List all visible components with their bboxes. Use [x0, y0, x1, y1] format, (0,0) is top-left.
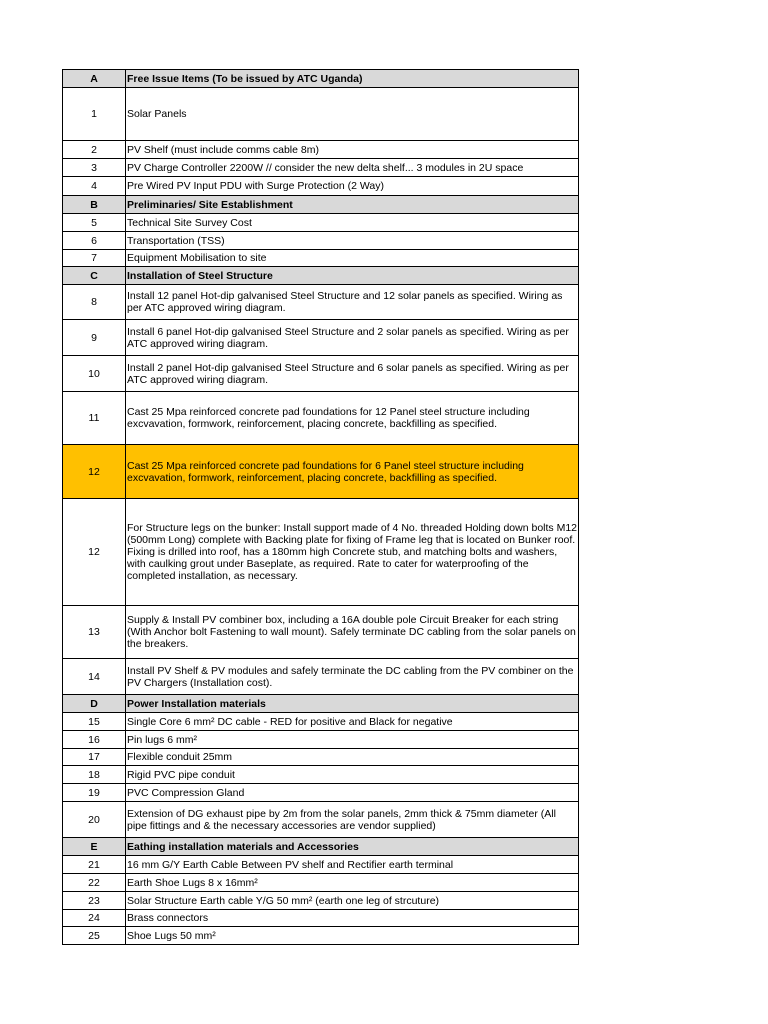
- section-header-row: [63, 267, 579, 285]
- item-description-cell: Transportation (TSS): [126, 232, 579, 250]
- item-number-cell: 22: [63, 874, 126, 892]
- item-description-cell: Cast 25 Mpa reinforced concrete pad foundations for 12 Panel steel structure including excvavation, formwork, reinforcement, placing concrete, backfilling as specified.: [126, 392, 579, 445]
- item-description-cell: Single Core 6 mm² DC cable - RED for positive and Black for negative: [126, 713, 579, 731]
- item-description-cell: Solar Structure Earth cable Y/G 50 mm² (earth one leg of strcuture): [126, 892, 579, 910]
- section-header-row: [63, 695, 579, 713]
- item-number-cell: 8: [63, 285, 126, 320]
- table-row: [63, 892, 579, 910]
- item-description-cell: Install 6 panel Hot-dip galvanised Steel Structure and 2 solar panels as specified. Wiring as per ATC approved wiring diagram.: [126, 320, 579, 356]
- item-description-cell: PV Shelf (must include comms cable 8m): [126, 141, 579, 159]
- table-row: [63, 356, 579, 392]
- item-number-cell: 12: [63, 445, 126, 499]
- item-description-cell: Solar Panels: [126, 88, 579, 141]
- table-body: [63, 70, 579, 945]
- item-number-cell: 18: [63, 766, 126, 784]
- item-description-cell: Supply & Install PV combiner box, including a 16A double pole Circuit Breaker for each string (With Anchor bolt Fastening to wall mount). Safely terminate DC cabling from the solar panels on the breakers.: [126, 606, 579, 659]
- item-description-cell: Power Installation materials: [126, 695, 579, 713]
- item-number-cell: 14: [63, 659, 126, 695]
- item-number-cell: 19: [63, 784, 126, 802]
- table-row: [63, 713, 579, 731]
- item-description-cell: Equipment Mobilisation to site: [126, 250, 579, 267]
- item-description-cell: Brass connectors: [126, 910, 579, 927]
- table-row: [63, 214, 579, 232]
- item-description-cell: Earth Shoe Lugs 8 x 16mm²: [126, 874, 579, 892]
- table-row: [63, 802, 579, 838]
- item-number-cell: 6: [63, 232, 126, 250]
- table-row: [63, 285, 579, 320]
- item-description-cell: Technical Site Survey Cost: [126, 214, 579, 232]
- item-number-cell: 16: [63, 731, 126, 749]
- table-row: [63, 927, 579, 945]
- item-number-cell: 3: [63, 159, 126, 177]
- item-description-cell: PV Charge Controller 2200W // consider the new delta shelf... 3 modules in 2U space: [126, 159, 579, 177]
- item-number-cell: C: [63, 267, 126, 285]
- table-row: [63, 606, 579, 659]
- section-header-row: [63, 838, 579, 856]
- item-number-cell: 11: [63, 392, 126, 445]
- table-row: [63, 159, 579, 177]
- table-row: [63, 910, 579, 927]
- item-description-cell: Install 2 panel Hot-dip galvanised Steel Structure and 6 solar panels as specified. Wiring as per ATC approved wiring diagram.: [126, 356, 579, 392]
- item-number-cell: 25: [63, 927, 126, 945]
- item-number-cell: D: [63, 695, 126, 713]
- item-description-cell: 16 mm G/Y Earth Cable Between PV shelf and Rectifier earth terminal: [126, 856, 579, 874]
- item-number-cell: 15: [63, 713, 126, 731]
- table-row: [63, 141, 579, 159]
- item-number-cell: 24: [63, 910, 126, 927]
- item-description-cell: PVC Compression Gland: [126, 784, 579, 802]
- table-row: [63, 250, 579, 267]
- bill-of-quantities-table: [62, 69, 579, 945]
- table-row: [63, 749, 579, 766]
- item-number-cell: 23: [63, 892, 126, 910]
- table-row: [63, 499, 579, 606]
- item-number-cell: 17: [63, 749, 126, 766]
- table-row: [63, 232, 579, 250]
- item-number-cell: 12: [63, 499, 126, 606]
- item-number-cell: 13: [63, 606, 126, 659]
- item-description-cell: Eathing installation materials and Accessories: [126, 838, 579, 856]
- item-description-cell: Preliminaries/ Site Establishment: [126, 196, 579, 214]
- table-row: [63, 88, 579, 141]
- table-row: [63, 392, 579, 445]
- item-number-cell: 20: [63, 802, 126, 838]
- item-description-cell: Free Issue Items (To be issued by ATC Uganda): [126, 70, 579, 88]
- table-row: [63, 177, 579, 196]
- item-number-cell: B: [63, 196, 126, 214]
- item-number-cell: 5: [63, 214, 126, 232]
- item-number-cell: 1: [63, 88, 126, 141]
- table-row: [63, 784, 579, 802]
- item-description-cell: Install PV Shelf & PV modules and safely terminate the DC cabling from the PV combiner on the PV Chargers (Installation cost).: [126, 659, 579, 695]
- item-number-cell: 4: [63, 177, 126, 196]
- item-description-cell: Shoe Lugs 50 mm²: [126, 927, 579, 945]
- item-description-cell: Installation of Steel Structure: [126, 267, 579, 285]
- table-row: [63, 766, 579, 784]
- item-number-cell: 9: [63, 320, 126, 356]
- item-number-cell: 2: [63, 141, 126, 159]
- item-description-cell: For Structure legs on the bunker: Install support made of 4 No. threaded Holding down bolts M12 (500mm Long) complete with Backing plate for fixing of Frame leg that is located on Bunker roof. Fixing is drilled into roof, has a 180mm high Concrete stub, and matching bolts and washers, with caulking grout under Baseplate, as required. Rate to cater for waterproofing of the completed installation, as necessary.: [126, 499, 579, 606]
- table-row: [63, 445, 579, 499]
- table-row: [63, 856, 579, 874]
- item-number-cell: A: [63, 70, 126, 88]
- item-number-cell: 7: [63, 250, 126, 267]
- item-description-cell: Cast 25 Mpa reinforced concrete pad foundations for 6 Panel steel structure including excvavation, formwork, reinforcement, placing concrete, backfilling as specified.: [126, 445, 579, 499]
- table-row: [63, 659, 579, 695]
- item-description-cell: Pin lugs 6 mm²: [126, 731, 579, 749]
- section-header-row: [63, 70, 579, 88]
- item-description-cell: Rigid PVC pipe conduit: [126, 766, 579, 784]
- item-description-cell: Flexible conduit 25mm: [126, 749, 579, 766]
- item-number-cell: 21: [63, 856, 126, 874]
- table-row: [63, 320, 579, 356]
- table-row: [63, 731, 579, 749]
- item-number-cell: E: [63, 838, 126, 856]
- item-number-cell: 10: [63, 356, 126, 392]
- item-description-cell: Extension of DG exhaust pipe by 2m from the solar panels, 2mm thick & 75mm diameter (All pipe fittings and & the necessary accessories are vendor supplied): [126, 802, 579, 838]
- item-description-cell: Pre Wired PV Input PDU with Surge Protection (2 Way): [126, 177, 579, 196]
- item-description-cell: Install 12 panel Hot-dip galvanised Steel Structure and 12 solar panels as specified. Wiring as per ATC approved wiring diagram.: [126, 285, 579, 320]
- section-header-row: [63, 196, 579, 214]
- table-row: [63, 874, 579, 892]
